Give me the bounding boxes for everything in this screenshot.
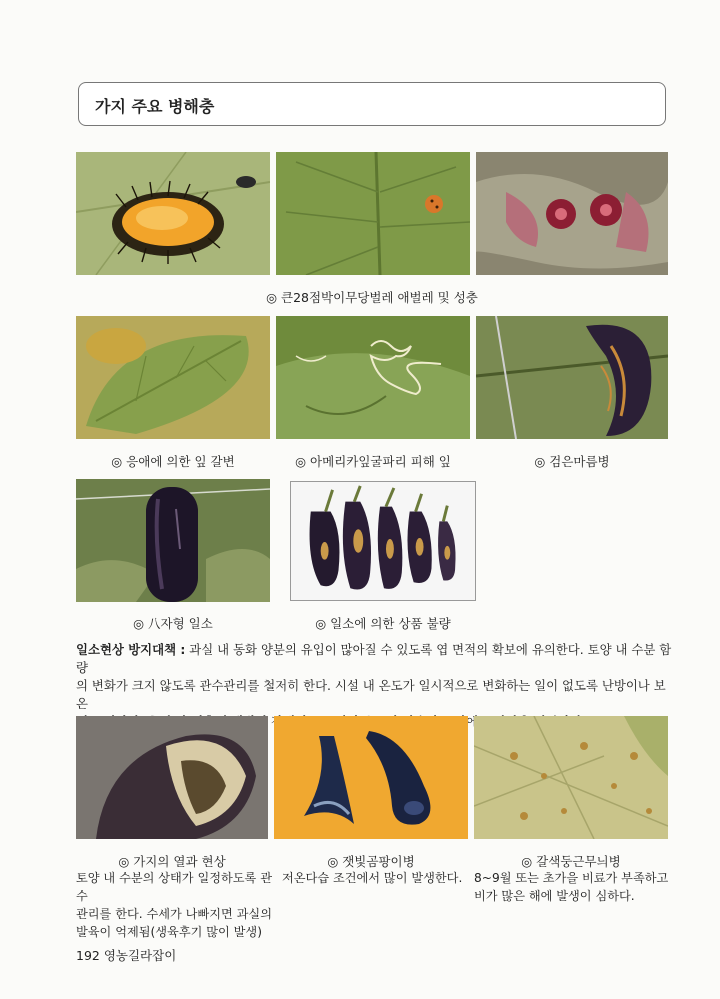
- photo-mite-leaf: [76, 316, 270, 439]
- desc-right-line-2: 비가 많은 해에 발생이 심하다.: [474, 889, 635, 903]
- caption-fruit-cracking: ◎ 가지의 열과 현상: [118, 854, 226, 869]
- desc-left-line-3: 발육이 억제됨(생육후기 많이 발생): [76, 925, 262, 939]
- sunscald-prevention-heading: 일소현상 방지대책 :: [76, 642, 186, 657]
- caption-gray-mold: ◎ 잿빛곰팡이병: [327, 854, 415, 869]
- desc-fruit-cracking: [76, 869, 276, 941]
- section-title-box: [78, 82, 666, 126]
- desc-left-line-2: 관리를 한다. 수세가 나빠지면 과실의: [76, 907, 272, 921]
- caption-sunscald-v: ◎ 八자형 일소: [133, 616, 213, 631]
- desc-brown-spot: [474, 869, 674, 905]
- desc-gray-mold: [282, 869, 472, 887]
- photo-ladybird-adult: [276, 152, 470, 275]
- page-footer: 192 영농길라잡이: [76, 948, 177, 963]
- caption-mite: ◎ 응애에 의한 잎 갈변: [111, 454, 235, 469]
- para-line-3: 날에는: [454, 714, 491, 729]
- para-line-2: 의 변화가 크지 않도록 관수관리를 철저히 한다. 시설 내 온도가 일시적으로 변화하는 일이 없도록 난방이나 보온: [76, 678, 666, 711]
- section-title: 가지 주요 병해충: [95, 97, 215, 116]
- desc-left-line-1: 토양 내 수분의 상태가 일정하도록 관수: [76, 871, 272, 903]
- photo-black-blight: [476, 316, 668, 439]
- photo-sunscald-eggplants: [290, 481, 476, 601]
- photo-ladybird-larva: [76, 152, 270, 275]
- caption-sunscald-defect: ◎ 일소에 의한 상품 불량: [315, 616, 451, 631]
- photo-sunscald-fruit: [76, 479, 270, 602]
- caption-leafminer: ◎ 아메리카잎굴파리 피해 잎: [295, 454, 451, 469]
- desc-mid-line-1: 저온다습 조건에서 많이 발생한다.: [282, 871, 463, 885]
- desc-right-line-1: 8~9월 또는 초가을 비료가 부족하고: [474, 871, 669, 885]
- caption-brown-spot: ◎ 갈색둥근무늬병: [521, 854, 621, 869]
- photo-leaf-damage: [476, 152, 668, 275]
- caption-black-blight: ◎ 검은마름병: [534, 454, 610, 469]
- photo-brown-spot: [474, 716, 668, 839]
- caption-ladybird: ◎ 큰28점박이무당벌레 애벌레 및 성충: [266, 290, 478, 305]
- para-line-1: 과실 내 동화 양분의 유입이 많아질 수 있도록 엽 면적의 확보에 유의한다. 토양 내 수분 함량: [76, 642, 672, 675]
- photo-gray-mold: [274, 716, 468, 839]
- photo-fruit-cracking: [76, 716, 268, 839]
- photo-leafminer-leaf: [276, 316, 470, 439]
